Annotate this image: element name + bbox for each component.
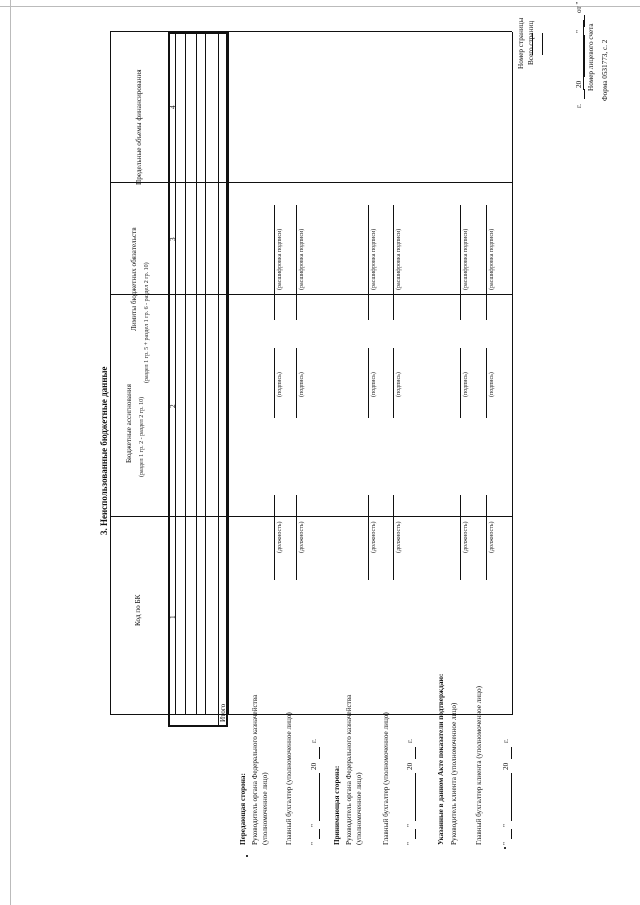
signature-line bbox=[393, 348, 394, 418]
date-suffix: г. bbox=[575, 104, 583, 108]
total-label: Итого bbox=[219, 703, 227, 722]
transferring-side-title: Передающая сторона: bbox=[239, 773, 247, 845]
date-g: г. bbox=[502, 739, 510, 743]
decoding-line bbox=[296, 205, 297, 320]
signature-line bbox=[296, 348, 297, 418]
cap-signature: (подпись) bbox=[463, 372, 469, 397]
cap-signature: (подпись) bbox=[489, 372, 495, 397]
page-number-label: Номер страницы bbox=[517, 17, 525, 69]
page-number-line bbox=[532, 33, 533, 55]
date-year: 20 bbox=[575, 80, 583, 88]
header-funding: Предельные объемы финансирования bbox=[135, 69, 143, 185]
date-month-line bbox=[584, 35, 585, 77]
col-number-3: 3 bbox=[169, 237, 177, 241]
head-fk-label: Руководитель органа Федерального казначейства bbox=[345, 694, 353, 845]
signature-line bbox=[274, 348, 275, 418]
position-line bbox=[393, 495, 394, 580]
header-limits-sub: (раздел 1 гр. 5 + раздел 1 гр. 6 - раздел 2 гр. 10) bbox=[144, 262, 150, 383]
date-quote: " bbox=[575, 30, 583, 33]
date-q1: " bbox=[406, 842, 414, 845]
chief-accountant-label: Главный бухгалтер (уполномоченное лицо) bbox=[382, 712, 390, 845]
cap-position: (должность) bbox=[489, 521, 495, 553]
cap-signature: (подпись) bbox=[299, 372, 305, 397]
decoding-line bbox=[460, 205, 461, 320]
cap-position: (должность) bbox=[277, 521, 283, 553]
authorized-label: (уполномоченное лицо) bbox=[355, 772, 363, 845]
form-number: Форма 0531773, с. 2 bbox=[601, 39, 609, 101]
cap-decoding: (расшифровка подписи) bbox=[299, 228, 305, 290]
total-pages-line bbox=[542, 33, 543, 55]
signature-line bbox=[486, 348, 487, 418]
cap-signature: (подпись) bbox=[371, 372, 377, 397]
date-year: 20 bbox=[310, 762, 318, 770]
date-q1: " bbox=[502, 842, 510, 845]
header-limits: Лимиты бюджетных обязательств bbox=[130, 227, 138, 331]
cap-signature: (подпись) bbox=[396, 372, 402, 397]
date-year: 20 bbox=[502, 762, 510, 770]
chief-accountant-client-label: Главный бухгалтер клиента (уполномоченное лицо) bbox=[475, 686, 483, 845]
scan-speck bbox=[504, 847, 506, 849]
date-prefix: от " bbox=[575, 1, 583, 13]
table-top-border bbox=[110, 32, 111, 715]
decoding-line bbox=[274, 205, 275, 320]
header-assignments: Бюджетные ассигнования bbox=[125, 384, 133, 463]
date-q2: " bbox=[310, 824, 318, 827]
total-pages-label: Всего страниц bbox=[527, 20, 535, 65]
scan-speck bbox=[246, 855, 248, 857]
date-q2: " bbox=[502, 824, 510, 827]
date-year: 20 bbox=[406, 762, 414, 770]
cap-decoding: (расшифровка подписи) bbox=[371, 228, 377, 290]
signature-line bbox=[368, 348, 369, 418]
date-q2: " bbox=[406, 824, 414, 827]
date-q1: " bbox=[310, 842, 318, 845]
cap-position: (должность) bbox=[371, 521, 377, 553]
cap-signature: (подпись) bbox=[277, 372, 283, 397]
col-number-1: 1 bbox=[169, 615, 177, 619]
cap-position: (должность) bbox=[299, 521, 305, 553]
decoding-line bbox=[393, 205, 394, 320]
date-year-line bbox=[584, 89, 585, 99]
cap-position: (должность) bbox=[396, 521, 402, 553]
date-g: г. bbox=[406, 739, 414, 743]
section-title: 3. Неиспользованные бюджетные данные bbox=[99, 366, 109, 535]
chief-accountant-label: Главный бухгалтер (уполномоченное лицо) bbox=[285, 712, 293, 845]
col-number-4: 4 bbox=[169, 105, 177, 109]
cap-decoding: (расшифровка подписи) bbox=[277, 228, 283, 290]
col-number-2: 2 bbox=[169, 404, 177, 408]
position-line bbox=[486, 495, 487, 580]
decoding-line bbox=[486, 205, 487, 320]
cap-decoding: (расшифровка подписи) bbox=[489, 228, 495, 290]
position-line bbox=[460, 495, 461, 580]
receiving-side-title: Принимающая сторона: bbox=[333, 765, 341, 845]
data-block-frame bbox=[168, 32, 228, 727]
position-line bbox=[296, 495, 297, 580]
signature-line bbox=[460, 348, 461, 418]
head-client-label: Руководитель клиента (уполномоченное лицо) bbox=[450, 702, 458, 845]
decoding-line bbox=[368, 205, 369, 320]
position-line bbox=[368, 495, 369, 580]
table-right-border bbox=[512, 32, 513, 715]
cap-position: (должность) bbox=[463, 521, 469, 553]
position-line bbox=[274, 495, 275, 580]
header-assignments-sub: (раздел 1 гр. 2 - раздел 2 гр. 10) bbox=[139, 396, 145, 477]
confirm-title: Указанные в данном Акте показатели подтверждаю: bbox=[437, 673, 445, 845]
cap-decoding: (расшифровка подписи) bbox=[396, 228, 402, 290]
account-label: Номер лицевого счета bbox=[587, 23, 595, 91]
date-day-line bbox=[584, 15, 585, 27]
cap-decoding: (расшифровка подписи) bbox=[463, 228, 469, 290]
header-bk-code: Код по БК bbox=[134, 594, 142, 626]
head-fk-label: Руководитель органа Федерального казначейства bbox=[251, 694, 259, 845]
date-g: г. bbox=[310, 739, 318, 743]
authorized-label: (уполномоченное лицо) bbox=[261, 772, 269, 845]
table-row-line bbox=[228, 32, 229, 715]
